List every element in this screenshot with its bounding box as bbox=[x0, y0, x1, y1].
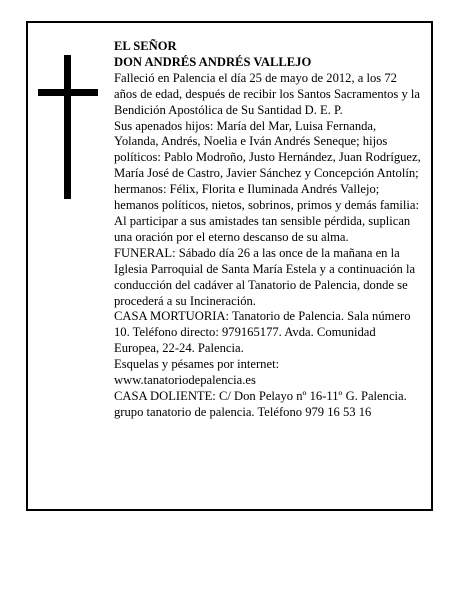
deceased-name: DON ANDRÉS ANDRÉS VALLEJO bbox=[114, 54, 312, 69]
internet-condolences: Esquelas y pésames por internet: www.tanatoriodepalencia.es bbox=[114, 357, 280, 388]
cross-horizontal-bar bbox=[38, 89, 98, 96]
notice-text bbox=[114, 39, 422, 421]
obituary-notice bbox=[26, 21, 433, 511]
prayer-request: Al participar a sus amistades tan sensible pérdida, suplican una oración por el eterno descanso de su alma. bbox=[114, 213, 411, 244]
funeral-home-contact: grupo tanatorio de palencia. Teléfono 979 16 53 16 bbox=[114, 404, 372, 419]
family-list: Sus apenados hijos: María del Mar, Luisa Fernanda, Yolanda, Andrés, Noelia e Iván Andrés Seneque; hijos políticos: Pablo Modroño, Justo Hernández, Juan Rodríguez, María José de Castro, Javier Sánchez y Concepción Antolín; hermanos: Félix, Florita e Iluminada Andrés Vallejo; hemanos políticos, nietos, sobrinos, primos y demás familia: bbox=[114, 118, 421, 213]
mortuary-details: CASA MORTUORIA: Tanatorio de Palencia. Sala número 10. Teléfono directo: 979165177. Avda. Comunidad Europea, 22-24. Palencia. bbox=[114, 309, 411, 356]
cross-vertical-bar bbox=[64, 55, 71, 199]
death-announcement: Falleció en Palencia el día 25 de mayo de 2012, a los 72 años de edad, después de recibir los Santos Sacramentos y la Bendición Apostólica de Su Santidad D. E. P. bbox=[114, 70, 421, 117]
mourning-house: CASA DOLIENTE: C/ Don Pelayo nº 16-11º G. Palencia. bbox=[114, 388, 407, 403]
cross-icon bbox=[38, 55, 98, 199]
funeral-details: FUNERAL: Sábado día 26 a las once de la mañana en la Iglesia Parroquial de Santa María Estela y a continuación la conducción del cadáver al Tanatorio de Palencia, donde se procederá a su Incineración. bbox=[114, 245, 416, 308]
notice-title: EL SEÑOR bbox=[114, 39, 177, 53]
